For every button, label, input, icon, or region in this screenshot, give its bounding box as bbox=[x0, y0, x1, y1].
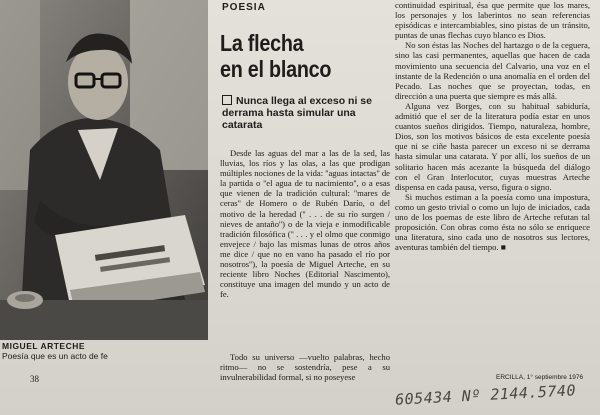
col2-paragraph-4: Si muchos estiman a la poesía como una impostura, como un gesto trivial o como un lujo de iniciados, cada uno de los poemas de este libro de Arteche refutan tal proposición. Con obras como ésta no sólo se enriquece una literatura, sino cada uno de nosotros sus lectores, aventuras también del tiempo. ■ bbox=[395, 191, 590, 253]
headline-line-1: La flecha bbox=[220, 30, 304, 56]
article-column-1 bbox=[220, 148, 390, 363]
author-photo bbox=[0, 0, 208, 340]
photo-caption bbox=[2, 341, 212, 361]
col2-paragraph-1: continuidad espiritual, ésa que permite que los mares, los personajes y los laberintos no sean referencias episódicas e intercambiables, sino pistas de un tránsito, puntas de unas flechas cuyo blanco es Dios. bbox=[395, 0, 590, 41]
headline bbox=[220, 30, 358, 82]
col2-paragraph-3: Alguna vez Borges, con su habitual sabiduría, admitió que el ser de la literatura podía estar en unos cuantos sueños dirigidos. Tiempo, naturaleza, hombre, Dios, son los motivos básicos de esta excelente poesía que ni se ciñe hasta parecer un exceso ni se derrama hasta simular una catarata. Y por allí, los sueños de un solitario hacen más acezante la búsqueda del diálogo con el Gran Interlocutor, cuyas muestras Arteche dispensa en cada pausa, verso, figura o signo. bbox=[395, 100, 590, 192]
col1-paragraph-2: Todo su universo —vuelto palabras, hecho ritmo— no se sostendría, pese a su invulnerabilidad formal, si no poseyese bbox=[220, 352, 390, 383]
page-number: 38 bbox=[30, 374, 39, 384]
article-column-2 bbox=[395, 0, 590, 380]
article-column-1-tail bbox=[220, 352, 390, 400]
subheadline-text: Nunca llega al exceso ni se derrama hasta simular una catarata bbox=[222, 95, 372, 131]
caption-text: Poesía que es un acto de fe bbox=[2, 351, 108, 361]
col2-paragraph-2: No son éstas las Noches del hartazgo o de la ceguera, sino las casi permanentes, aquellas que hacen de cada movimiento una secuencia del Calvario, una voz en el instante de la Redención o una anomalía en el orden del Pecado. Las noches que se proyectan, todas, en dirección a una puerta que siempre es más allá. bbox=[395, 40, 590, 101]
headline-line-2: en el blanco bbox=[220, 56, 332, 82]
section-label: POESIA bbox=[222, 2, 266, 13]
photo-illustration bbox=[0, 0, 208, 340]
source-line: ERCILLA, 1° septiembre 1976 bbox=[496, 374, 584, 381]
square-bullet-icon bbox=[222, 95, 232, 105]
col1-paragraph-1: Desde las aguas del mar a las de la sed, las lluvias, los ríos y las olas, a las que prodigan múltiples nociones de la vida: ''aguas intactas'' de la partida o ''el agua de tu nacimiento'', o a esas que vienen de la tradición cultural: ''mares de ceras'' de Homero o de Rubén Darío, o del motivo de la heredad ('' . . . de su río surgen / nieves de antaño'') o de la vieja e inmodificable tradición filosófica ('' . . . y el olmo que conmigo envejece / bajo las mismas lunas de otros años me dice / que no en vano ha pasado el río por nosotros''), la poesía de Miguel Arteche, en su reciente libro Noches (Editorial Nascimento), constituye una imagen del mundo y un acto de fe. bbox=[220, 148, 390, 300]
subheadline bbox=[222, 95, 390, 131]
caption-name: MIGUEL ARTECHE bbox=[2, 341, 86, 351]
handwritten-catalog-note: 605434 Nº 2144.5740 bbox=[394, 381, 577, 409]
